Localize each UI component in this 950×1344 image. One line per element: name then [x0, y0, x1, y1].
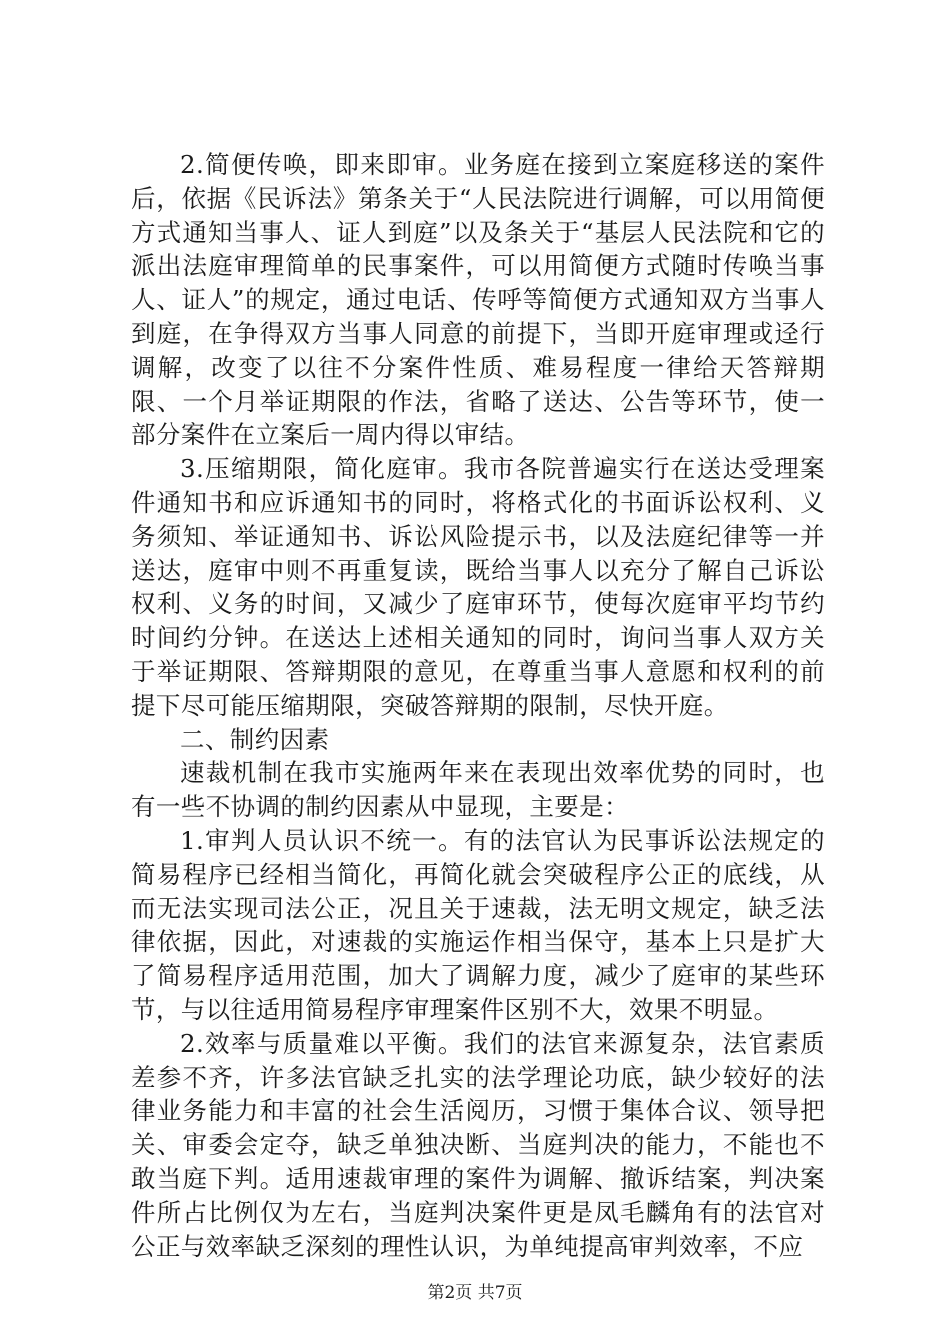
paragraph-summons: 2.简便传唤，即来即审。业务庭在接到立案庭移送的案件后，依据《民诉法》第条关于“人民法院进行调解，可以用简便方式通知当事人、证人到庭”以及条关于“基层人民法院和它的派出法庭审理简单的民事案件，可以用简便方式随时传唤当事人、证人”的规定，通过电话、传呼等简便方式通知双方当事人到庭，在争得双方当事人同意的前提下，当即开庭审理或迳行调解，改变了以往不分案件性质、难易程度一律给天答辩期限、一个月举证期限的作法，省略了送达、公告等环节，使一部分案件在立案后一周内得以审结。	[131, 150, 825, 450]
paragraph-efficiency-quality: 2.效率与质量难以平衡。我们的法官来源复杂，法官素质差参不齐，许多法官缺乏扎实的法学理论功底，缺少较好的法律业务能力和丰富的社会生活阅历，习惯于集体合议、领导把关、审委会定夺，缺乏单独决断、当庭判决的能力，不能也不敢当庭下判。适用速裁审理的案件为调解、撤诉结案，判决案件所占比例仅为左右，当庭判决案件更是凤毛麟角有的法官对公正与效率缺乏深刻的理性认识，为单纯提高审判效率，不应	[131, 1028, 825, 1261]
document-body	[131, 148, 825, 1263]
paragraph-constraints-intro: 速裁机制在我市实施两年来在表现出效率优势的同时，也有一些不协调的制约因素从中显现，主要是：	[131, 758, 825, 822]
paragraph-judges-understanding: 1.审判人员认识不统一。有的法官认为民事诉讼法规定的简易程序已经相当简化，再简化就会突破程序公正的底线，从而无法实现司法公正，况且关于速裁，法无明文规定，缺乏法律依据，因此，对速裁的实施运作相当保守，基本上只是扩大了简易程序适用范围，加大了调解力度，减少了庭审的某些环节，与以往适用简易程序审理案件区别不大，效果不明显。	[131, 825, 825, 1024]
section-heading: 二、制约因素	[180, 724, 330, 754]
page-number-footer: 第2页 共7页	[427, 1283, 523, 1303]
paragraph-compress-deadlines: 3.压缩期限，简化庭审。我市各院普遍实行在送达受理案件通知书和应诉通知书的同时，将格式化的书面诉讼权利、义务须知、举证通知书、诉讼风险提示书，以及法庭纪律等一并送达，庭审中则不再重复读，既给当事人以充分了解自己诉讼权利、义务的时间，又减少了庭审环节，使每次庭审平均节约时间约分钟。在送达上述相关通知的同时，询问当事人双方关于举证期限、答辩期限的意见，在尊重当事人意愿和权利的前提下尽可能压缩期限，突破答辩期的限制，尽快开庭。	[131, 454, 825, 720]
